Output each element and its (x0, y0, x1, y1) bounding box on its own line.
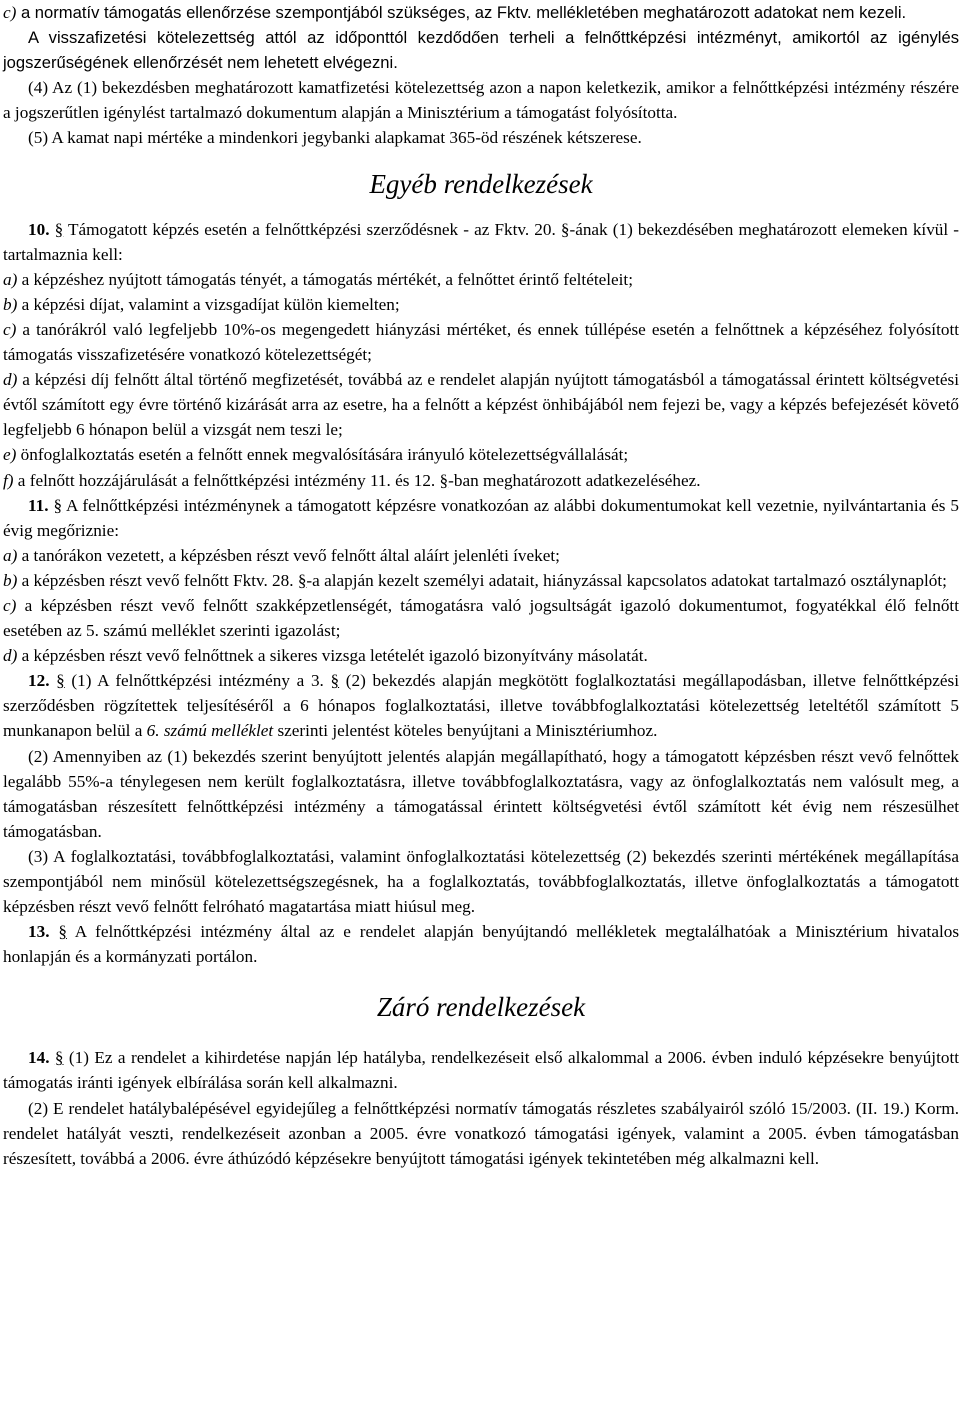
text-run: Egyéb rendelkezések (369, 168, 593, 199)
section-sign-link[interactable]: § (439, 470, 449, 490)
paragraph (3, 75, 959, 125)
text-run: Támogatott képzés esetén a felnőttképzési szerződésnek - az Fktv. 20. (63, 219, 561, 239)
section-sign-link[interactable]: § (56, 671, 65, 691)
text-run: a képzéshez nyújtott támogatás tényét, a támogatás mértékét, a felnőttet érintő feltételeit; (17, 269, 633, 289)
paragraph (3, 292, 959, 317)
paragraph (3, 442, 959, 467)
paragraph (3, 919, 959, 969)
text-run: (3) A foglalkoztatási, továbbfoglalkoztatási, valamint önfoglalkoztatási kötelezettség (2) bekezdés szerinti mértékének megállapítása szempontjából nem minősül kötelezettségszegésnek, ha a foglalkoztatás, továbbfoglalkoztatás, illetve önfoglalkoztatás a támogatott képzésben részt vevő felnőtt felróható magatartása miatt hiúsul meg. (3, 846, 959, 917)
section-sign-link[interactable]: § (58, 922, 67, 942)
section-sign-link[interactable]: § (330, 671, 340, 691)
text-run: (1) Ez a rendelet a kihirdetése napján lép hatályba, rendelkezéseit első alkalommal a 2006. évben induló képzésekre benyújtott támogatás iránti igények elbírálása során kell alkalmazni. (3, 1048, 959, 1093)
section-sign-link[interactable]: § (297, 570, 307, 590)
text-run: -ban meghatározott adatkezeléséhez. (448, 470, 701, 490)
text-run: Záró rendelkezések (376, 992, 586, 1023)
section-number: 10. (28, 219, 50, 239)
italic-text: b) (3, 570, 18, 590)
text-run: (2) Amennyiben az (1) bekezdés szerint benyújtott jelentés alapján megállapítható, hogy a támogatott képzésben részt vevő felnőttek legalább 55%-a ténylegesen nem került foglalkoztatásra, illetve továbbfoglalkoztatásra, vagy az önfoglalkoztatás nem valósult meg, a támogatásban részesített felnőttképzési intézmény a támogatással érintett költségvetési évtől számított két évig nem részesülhet támogatásban. (3, 746, 959, 841)
paragraph (3, 125, 959, 150)
italic-text: e) (3, 445, 17, 465)
paragraph (3, 317, 959, 367)
text-run: (1) A felnőttképzési intézmény a 3. (64, 671, 331, 691)
section-sign-link[interactable]: § (560, 219, 570, 239)
text-run: (5) A kamat napi mértéke a mindenkori jegybanki alapkamat 365-öd részének kétszerese. (28, 128, 642, 148)
text-run: a képzésben részt vevő felnőtt Fktv. 28. (17, 570, 298, 590)
text-run: önfoglalkoztatás esetén a felnőtt ennek megvalósítására irányuló kötelezettségvállalását; (16, 445, 629, 465)
text-run: -ának (1) bekezdésében meghatározott elemeken kívül - tartalmaznia kell: (3, 219, 960, 264)
italic-text: c) (3, 3, 17, 22)
italic-text: 6. számú melléklet (146, 721, 274, 741)
paragraph (3, 744, 959, 844)
italic-text: a) (3, 545, 18, 565)
paragraph (3, 25, 959, 75)
italic-text: c) (3, 319, 17, 339)
section-number: 12. (28, 671, 50, 691)
text-run: a képzésben részt vevő felnőtt szakképzetlenségét, támogatásra való jogsultságát igazoló dokumentumot, fogyatékkal élő felnőtt esetében az 5. számú melléklet szerinti igazolást; (3, 595, 959, 641)
italic-text: b) (3, 294, 18, 314)
text-run: A felnőttképzési intézménynek a támogatott képzésre vonatkozóan az alábbi dokumentumokat kell vezetnie, nyilvántartania és 5 évig megőriznie: (3, 495, 959, 540)
document-page (3, 0, 959, 1171)
paragraph (3, 367, 959, 442)
italic-text: a) (3, 269, 18, 289)
italic-text: c) (3, 595, 17, 615)
paragraph (3, 217, 959, 267)
text-run: -a alapján kezelt személyi adatait, hiányzással kapcsolatos adatokat tartalmazó osztálynaplót; (306, 570, 947, 590)
paragraph (3, 844, 959, 919)
text-run: (2) E rendelet hatálybalépésével egyidejűleg a felnőttképzési normatív támogatás részletes szabályairól szóló 15/2003. (II. 19.) Korm. rendelet hatályát veszti, rendelkezéseit azonban a 2005. évre vonatkozó támogatási igények, valamint a 2005. évben támogatásban részesített, továbbá a 2006. évre áthúzódó képzésekre benyújtott támogatási igények tekintetében még alkalmazni kell. (3, 1098, 959, 1168)
text-run: szerinti jelentést köteles benyújtani a Minisztériumhoz. (273, 721, 658, 741)
text-run: a képzési díjat, valamint a vizsgadíjat külön kiemelten; (17, 294, 400, 314)
italic-text: d) (3, 370, 18, 390)
paragraph (3, 593, 959, 643)
paragraph (3, 568, 959, 593)
text-run: a tanórákról való legfeljebb 10%-os megengedett hiányzási mértéket, és ennek túllépése esetén a felnőttnek a képzéséhez folyósított támogatás visszafizetésére vonatkozó kötelezettségét; (3, 319, 959, 365)
section-number: 14. (28, 1048, 50, 1068)
text-run: (4) Az (1) bekezdésben meghatározott kamatfizetési kötelezettség azon a napon keletkezik, amikor a felnőttképzési intézmény részére a jogszerűtlen igénylést tartalmazó dokumentum alapján a Minisztérium a támogatást folyósította. (3, 78, 959, 123)
text-run: A visszafizetési kötelezettség attól az időponttól kezdődően terheli a felnőttképzési intézményt, amikortól az igénylés jogszerűségének ellenőrzését nem lehetett elvégezni. (3, 28, 959, 73)
paragraph (3, 267, 959, 292)
paragraph (3, 668, 959, 743)
text-run: a képzési díj felnőtt által történő megfizetését, továbbá az e rendelet alapján nyújtott támogatásból a támogatással érintett költségvetési évtől számított egy évre történő kizárását arra az esetre, ha a felnőtt a képzést önhibájából nem fejezi be, vagy a képzés befejezését követő legfeljebb 6 hónapon belül a vizsgát nem teszi le; (3, 370, 959, 440)
text-run: a képzésben részt vevő felnőttnek a sikeres vizsga letételét igazoló bizonyítvány másolatát. (17, 646, 648, 666)
italic-text: d) (3, 646, 18, 666)
section-sign-link[interactable]: § (54, 1048, 64, 1068)
section-number: 11. (28, 495, 49, 515)
italic-text: f) (3, 470, 14, 490)
text-run: (2) bekezdés alapján megkötött foglalkoztatási megállapodásban, illetve felnőttképzési szerződésben rögzítettek teljesítéséről a 6 hónapos foglalkoztatási, illetve továbbfoglalkoztatási kötelezettség leteltétől számított 5 munkanapon belül a (3, 671, 959, 741)
text-run: a tanórákon vezetett, a képzésben részt vevő felnőtt által aláírt jelenléti íveket; (17, 545, 560, 565)
paragraph (3, 0, 959, 25)
section-sign-link[interactable]: § (54, 219, 64, 239)
text-run: a felnőtt hozzájárulását a felnőttképzési intézmény 11. és 12. (13, 470, 440, 490)
section-number: 13. (28, 922, 50, 942)
paragraph (3, 543, 959, 568)
paragraph (3, 1045, 959, 1095)
text-run (49, 922, 58, 941)
paragraph (3, 643, 959, 668)
section-heading (3, 168, 959, 200)
section-sign-link[interactable]: § (53, 495, 63, 515)
text-run: a normatív támogatás ellenőrzése szempontjából szükséges, az Fktv. mellékletében meghatározott adatokat nem kezeli. (16, 3, 907, 22)
section-heading (3, 991, 959, 1023)
paragraph (3, 468, 959, 493)
paragraph (3, 1096, 959, 1171)
text-run: A felnőttképzési intézmény által az e rendelet alapján benyújtandó mellékletek megtalálhatóak a Minisztérium hivatalos honlapján és a kormányzati portálon. (3, 922, 960, 967)
paragraph (3, 493, 959, 543)
